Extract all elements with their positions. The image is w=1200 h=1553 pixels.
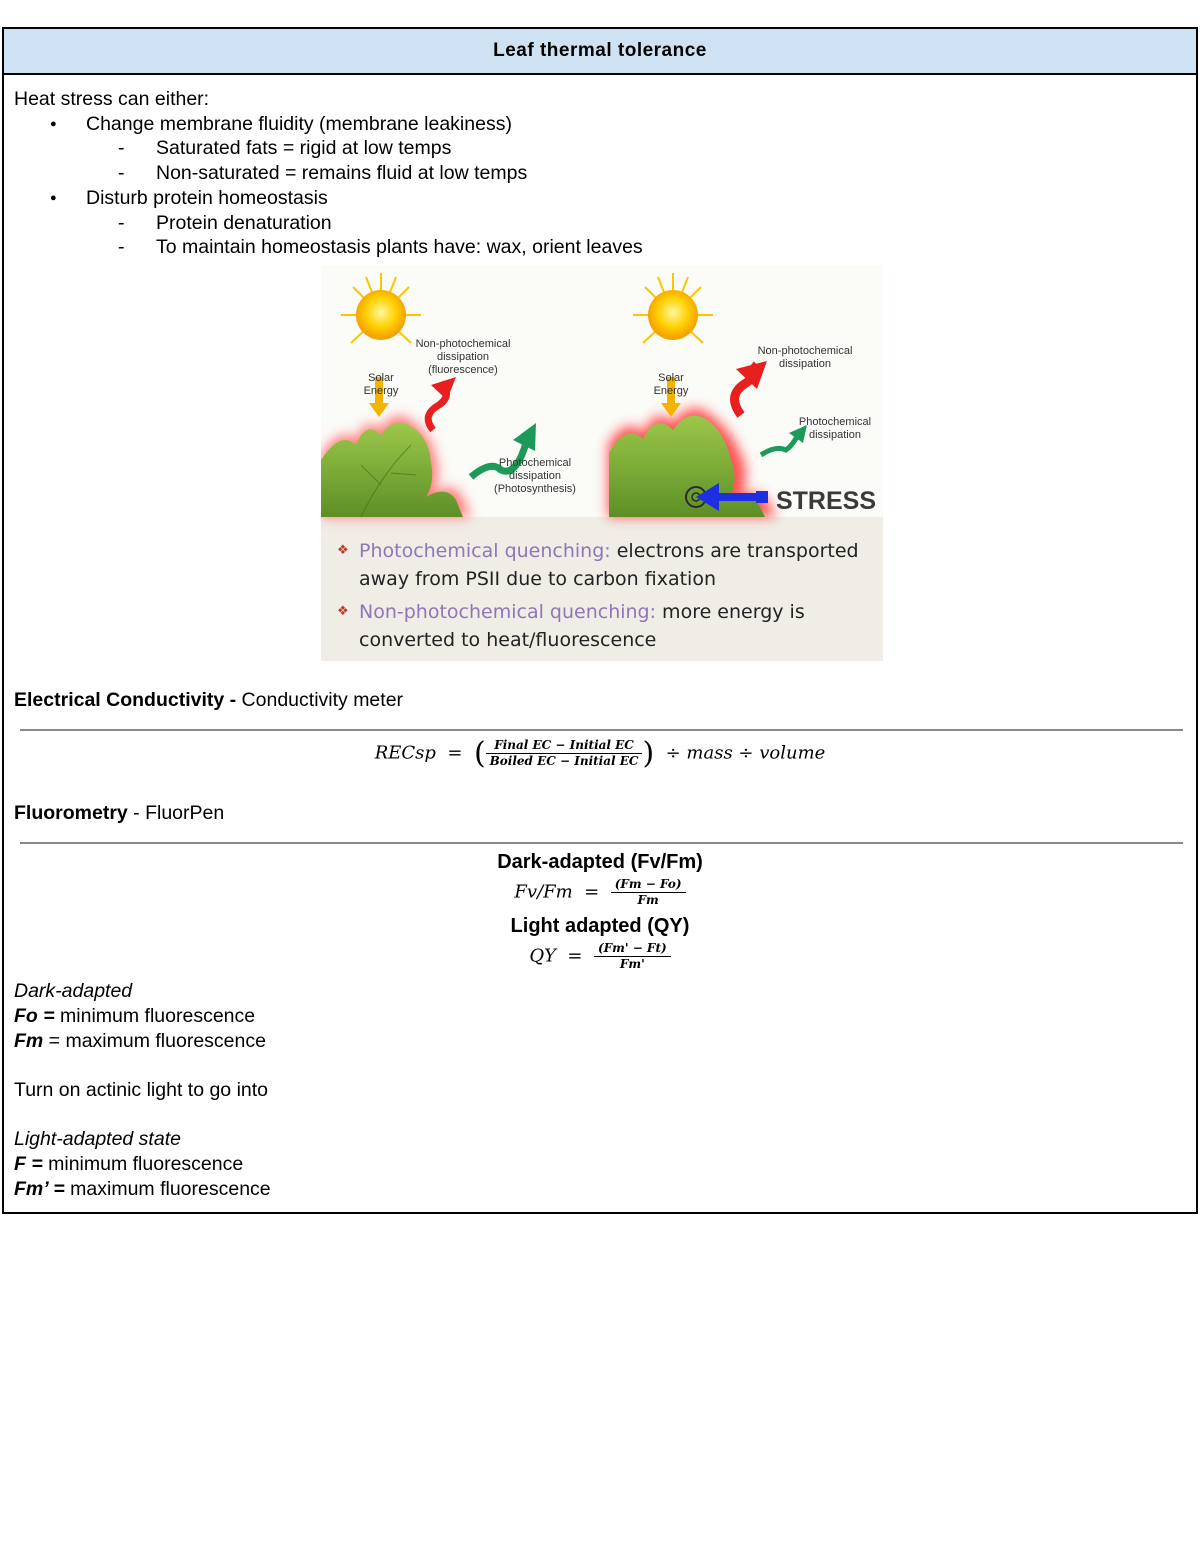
actinic-text: Turn on actinic light to go into (14, 1079, 269, 1101)
divider (20, 729, 1183, 731)
light-adapted-label: Light-adapted state (14, 1128, 181, 1150)
f-definition: F = minimum fluorescence (14, 1153, 244, 1175)
fm-definition: Fm = maximum fluorescence (14, 1030, 266, 1052)
fmp-definition: Fm’ = maximum fluorescence (14, 1178, 271, 1200)
fig-label: Solar (658, 372, 684, 384)
sub-bullet: - Non-saturated = remains fluid at low temps (118, 162, 528, 185)
fig-label: Energy (653, 385, 689, 397)
diamond-bullet-icon: ❖ (337, 543, 349, 558)
fluor-heading: Fluorometry - FluorPen (14, 802, 225, 824)
quenching-figure (321, 265, 883, 661)
bullet-membrane: ● Change membrane fluidity (membrane leakiness) (14, 112, 1186, 137)
recsp-equation: RECsp = ( $\frac{\text{Final EC − Initial EC}}{\text{Boiled EC − Initial EC}}$ ) ÷ mass ÷ volume (374, 736, 826, 771)
fig-label: (fluorescence) (428, 364, 498, 376)
document-frame (2, 27, 1198, 1214)
fig-label: Photochemical (498, 457, 572, 469)
ec-heading: Electrical Conductivity - Conductivity meter (14, 689, 404, 711)
fig-label: Non-photochemical (415, 338, 511, 350)
definitions (14, 979, 271, 1202)
figure-notes (337, 537, 877, 654)
intro-text: Heat stress can either: (14, 88, 210, 110)
content-body (4, 75, 1196, 260)
stress-label: STRESS (775, 487, 877, 515)
table-header (4, 29, 1196, 75)
diamond-bullet-icon: ❖ (337, 604, 349, 619)
sub-bullet: - Protein denaturation (118, 211, 332, 234)
fig-label: dissipation (437, 351, 489, 363)
fig-label: dissipation (509, 470, 561, 482)
fig-label: Energy (363, 385, 399, 397)
fo-definition: Fo = minimum fluorescence (14, 1005, 256, 1027)
sub-bullet: - Saturated fats = rigid at low temps (118, 137, 452, 160)
sub-bullet: - To maintain homeostasis plants have: wax, orient leaves (118, 236, 643, 259)
fvfm-equation: Fv/Fm = $\frac{(Fm - Fo)}{Fm}$ (4, 877, 1196, 908)
fig-label: Photochemical (798, 416, 872, 428)
light-adapted-title: Light adapted (QY) (510, 915, 690, 937)
divider (20, 842, 1183, 844)
note-photochemical: ❖ Photochemical quenching: electrons are transported away from PSII due to carbon fixation (337, 537, 877, 593)
fig-label: Non-photochemical (757, 345, 853, 357)
fig-label: dissipation (779, 358, 831, 370)
dark-adapted-title: Dark-adapted (Fv/Fm) (497, 851, 703, 873)
page-title: Leaf thermal tolerance (493, 40, 707, 61)
note-non-photochemical: ❖ Non-photochemical quenching: more energy is converted to heat/fluorescence (337, 598, 877, 654)
bullet-protein: ● Disturb protein homeostasis (14, 186, 1186, 211)
fig-label: Solar (368, 372, 394, 384)
fig-label: (Photosynthesis) (494, 483, 576, 495)
fig-label: dissipation (809, 429, 861, 441)
dark-adapted-label: Dark-adapted (14, 980, 133, 1002)
qy-equation: QY = $\frac{(Fm' - Ft)}{Fm'}$ (4, 941, 1196, 972)
